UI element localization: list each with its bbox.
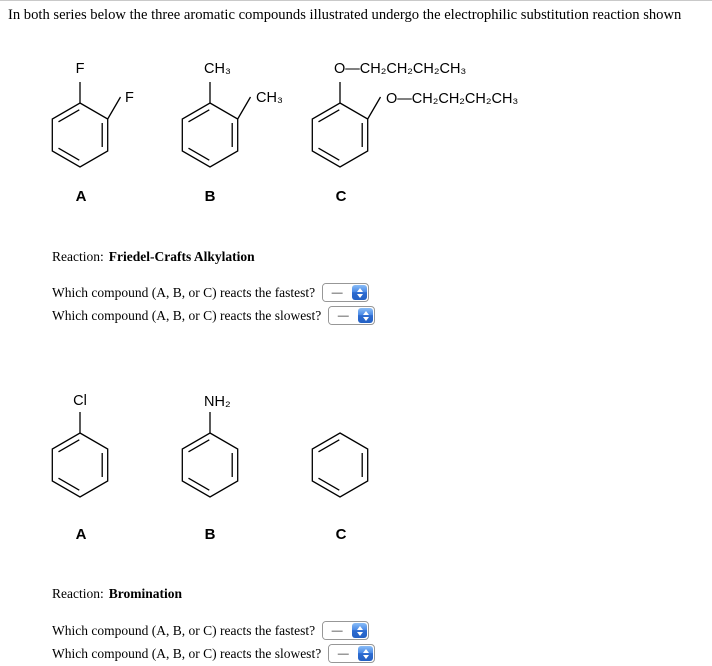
dropdown-value: —: [329, 307, 357, 324]
substituent-label: CH₃: [204, 61, 231, 77]
reaction-prefix: Reaction:: [52, 249, 104, 264]
reaction-prefix: Reaction:: [52, 586, 104, 601]
slowest-dropdown-2[interactable]: [328, 644, 375, 663]
dropdown-arrows-icon: [352, 623, 367, 638]
molecule-letter: C: [335, 188, 347, 205]
substituent-label: CH₃: [256, 90, 283, 106]
substituent-label: NH₂: [204, 394, 231, 410]
dropdown-arrows-icon: [358, 646, 373, 661]
substituent-label: Cl: [73, 393, 87, 409]
fastest-dropdown-2[interactable]: [322, 621, 369, 640]
benzene-ring-s2-b: [165, 403, 265, 513]
substituent-label: F: [125, 90, 134, 106]
benzene-ring-s2-c: [295, 403, 395, 513]
dropdown-value: —: [323, 622, 351, 639]
dropdown-value: —: [323, 284, 351, 301]
dropdown-arrows-icon: [358, 308, 373, 323]
molecule-letter: B: [204, 526, 216, 543]
reaction-name: Friedel-Crafts Alkylation: [108, 249, 255, 264]
question-text: Which compound (A, B, or C) reacts the slowest?: [52, 645, 322, 661]
question-row-fastest-2: [52, 621, 369, 640]
molecule-letter: B: [204, 188, 216, 205]
molecule-letter: A: [75, 526, 87, 543]
question-row-fastest-1: [52, 283, 369, 302]
question-text: Which compound (A, B, or C) reacts the fastest?: [52, 622, 316, 638]
molecule-letter: A: [75, 188, 87, 205]
substituent-label: O—CH₂CH₂CH₂CH₃: [334, 61, 467, 77]
benzene-ring-s1-a: [35, 73, 135, 183]
molecule-letter: C: [335, 526, 347, 543]
question-text: Which compound (A, B, or C) reacts the fastest?: [52, 284, 316, 300]
intro-text: In both series below the three aromatic compounds illustrated undergo the electrophilic substitution reaction shown: [8, 7, 682, 23]
substituent-label: F: [75, 61, 85, 77]
question-text: Which compound (A, B, or C) reacts the slowest?: [52, 307, 322, 323]
reaction-name: Bromination: [108, 586, 182, 601]
benzene-ring-s2-a: [35, 403, 135, 513]
reaction-line-2: [52, 586, 182, 602]
fastest-dropdown-1[interactable]: [322, 283, 369, 302]
slowest-dropdown-1[interactable]: [328, 306, 375, 325]
question-row-slowest-1: [52, 306, 375, 325]
benzene-ring-s1-b: [165, 73, 265, 183]
reaction-line-1: [52, 249, 255, 265]
dropdown-value: —: [329, 645, 357, 662]
dropdown-arrows-icon: [352, 285, 367, 300]
substituent-label: O—CH₂CH₂CH₂CH₃: [386, 91, 519, 107]
benzene-ring-s1-c: [295, 73, 395, 183]
question-row-slowest-2: [52, 644, 375, 663]
